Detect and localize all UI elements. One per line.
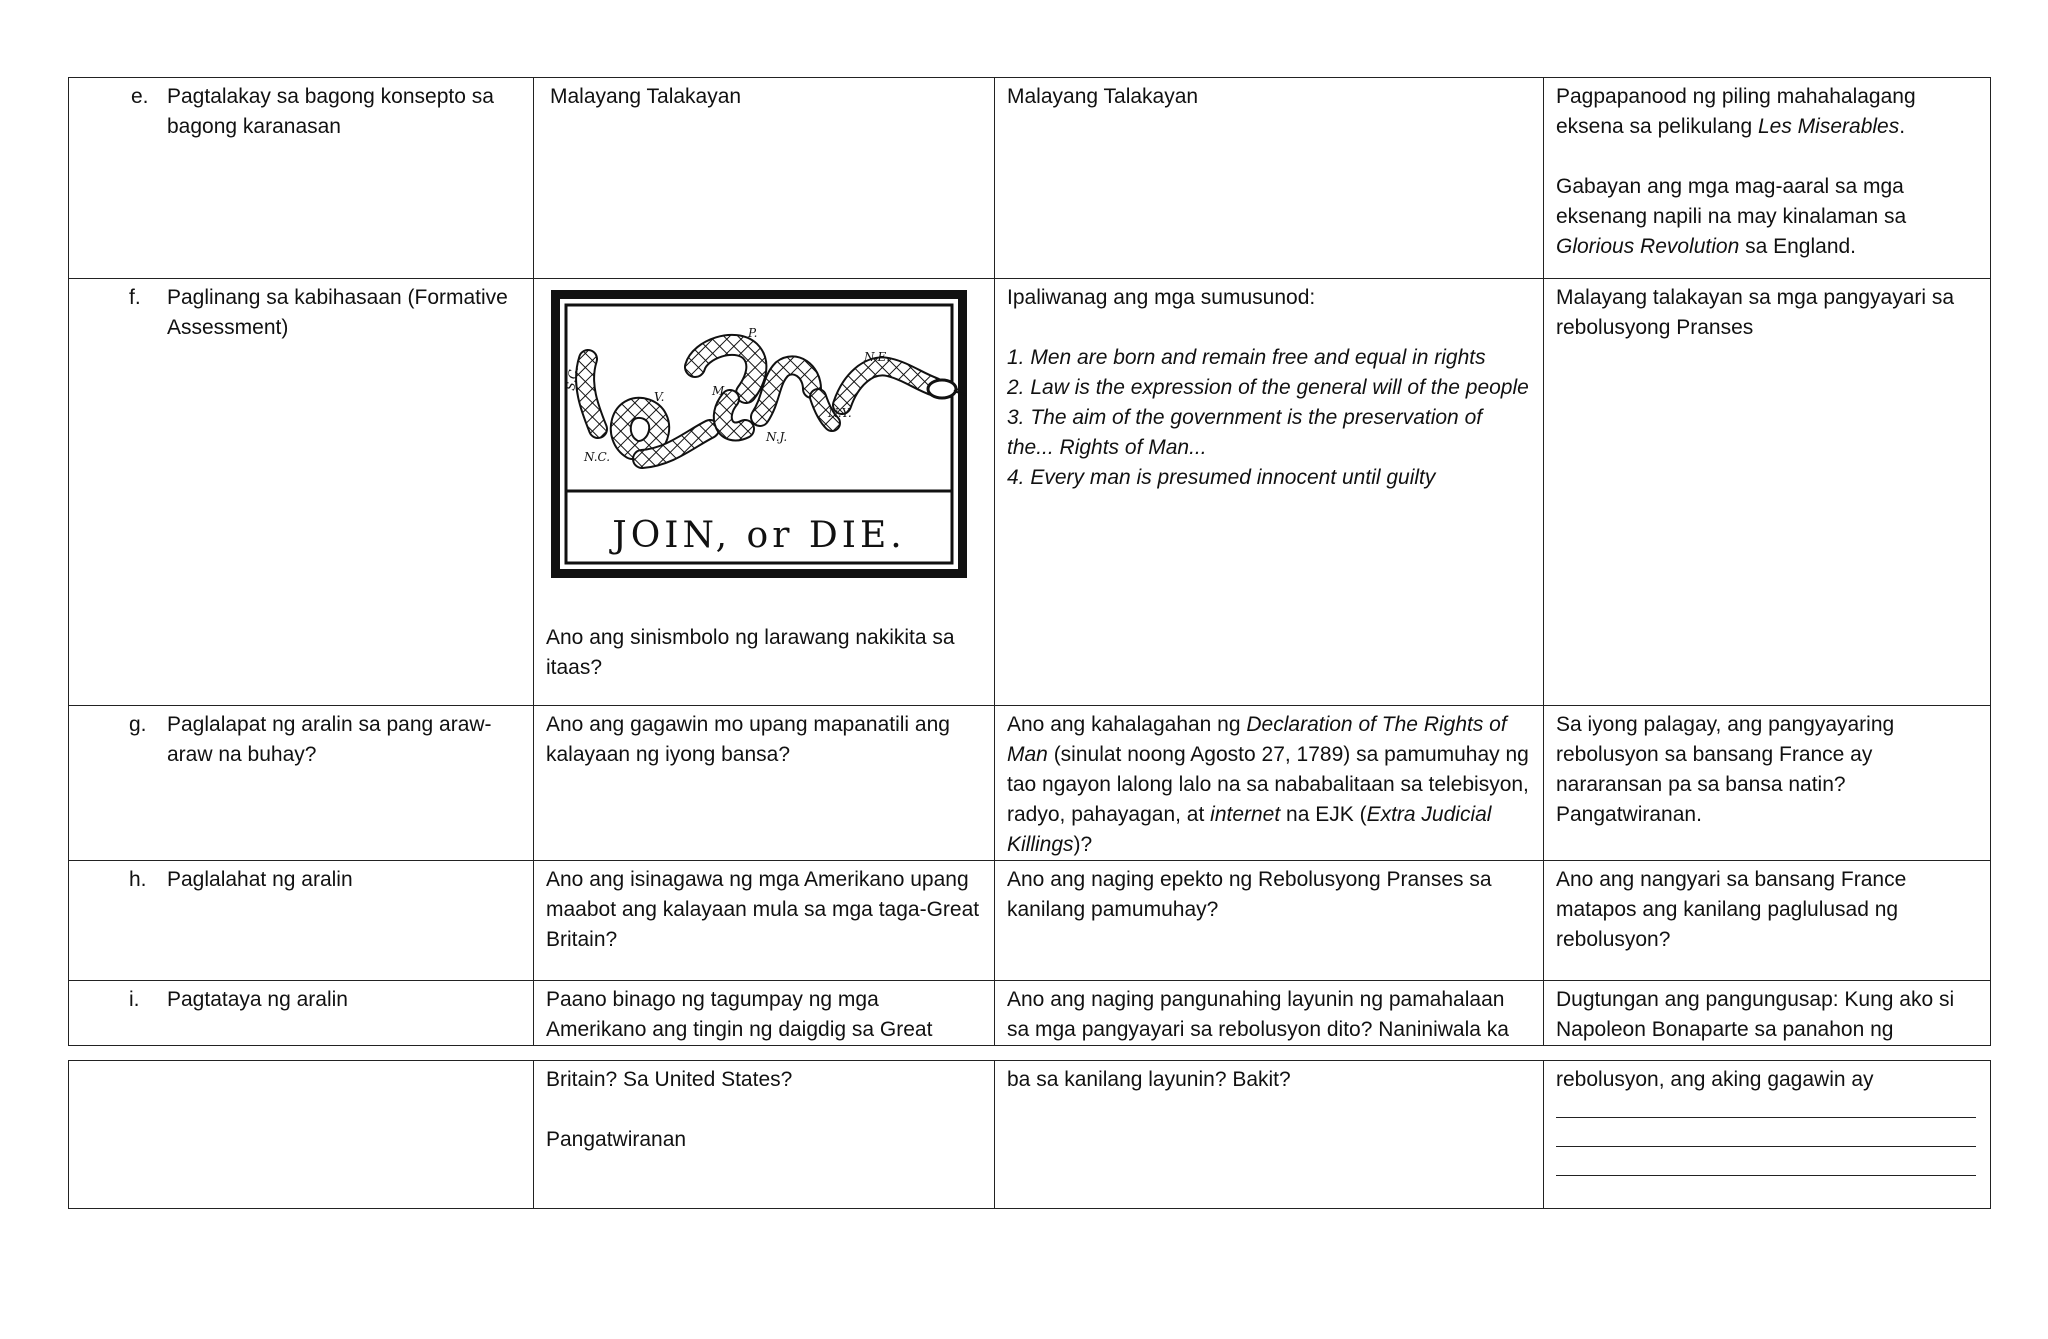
snake-label: N.E. <box>864 350 891 364</box>
answer-blank-line[interactable] <box>1556 1147 1976 1176</box>
list-item: 2. Law is the expression of the general will of the people <box>1007 376 1529 399</box>
join-or-die-image <box>550 289 968 579</box>
list-item: 1. Men are born and remain free and equal in rights <box>1007 346 1486 369</box>
row-e-col3 <box>995 78 1544 279</box>
continuation-col4 <box>1544 1061 1991 1209</box>
row-h-col3 <box>995 861 1544 981</box>
row-e-col2 <box>534 78 995 279</box>
snake-label: N.Y. <box>828 406 852 420</box>
row-e-col4 <box>1544 78 1991 279</box>
cell-text: Malayang Talakayan <box>1007 85 1199 108</box>
table-row-i <box>69 981 1991 1046</box>
list-item: 4. Every man is presumed innocent until guilty <box>1007 466 1436 489</box>
row-letter: h. <box>129 868 147 891</box>
answer-blank-line[interactable] <box>1556 1118 1976 1147</box>
row-g-col4 <box>1544 706 1991 861</box>
row-letter: i. <box>129 988 140 1011</box>
cell-text: Sa iyong palagay, ang pangyayaring rebolusyon sa bansang France ay nararansan pa sa bansa natin? Pangatwiranan. <box>1556 713 1895 826</box>
table-row-h <box>69 861 1991 981</box>
cell-text: Malayang talakayan sa mga pangyayari sa rebolusyong Pranses <box>1556 286 1955 339</box>
row-h-col4 <box>1544 861 1991 981</box>
snake-label: N.C. <box>584 450 611 464</box>
cell-text: Ano ang naging epekto ng Rebolusyong Pranses sa kanilang pamumuhay? <box>1007 868 1492 921</box>
table-row-g <box>69 706 1991 861</box>
row-letter: f. <box>129 286 141 309</box>
continuation-col3 <box>995 1061 1544 1209</box>
cell-text: Ano ang naging pangunahing layunin ng pamahalaan sa mga pangyayari sa rebolusyon dito? Naniniwala ka <box>1007 988 1509 1041</box>
cell-text: Pangatwiranan <box>546 1128 687 1151</box>
cell-text: Britain? Sa United States? <box>546 1068 793 1091</box>
image-question: Ano ang sinismbolo ng larawang nakikita sa itaas? <box>546 626 955 679</box>
row-h-col2 <box>534 861 995 981</box>
row-i-col4 <box>1544 981 1991 1046</box>
row-f-col2 <box>534 279 995 706</box>
row-h-label-cell <box>69 861 534 981</box>
cell-text: ba sa kanilang layunin? Bakit? <box>1007 1068 1291 1091</box>
row-g-col3 <box>995 706 1544 861</box>
row-i-col3 <box>995 981 1544 1046</box>
join-or-die-caption: JOIN, or DIE. <box>612 515 906 556</box>
row-label: Paglalahat ng aralin <box>167 868 353 891</box>
row-i-col2 <box>534 981 995 1046</box>
row-e-label-cell <box>69 78 534 279</box>
row-label: Paglinang sa kabihasaan (Formative Assessment) <box>167 286 508 339</box>
row-i-label-cell <box>69 981 534 1046</box>
row-label: Pagtataya ng aralin <box>167 988 348 1011</box>
table-row-e <box>69 78 1991 279</box>
snake-label: N.J. <box>766 430 788 444</box>
row-label: Paglalapat ng aralin sa pang araw-araw na buhay? <box>167 713 492 766</box>
row-letter: e. <box>131 85 149 108</box>
cell-text: Dugtungan ang pangungusap: Kung ako si Napoleon Bonaparte sa panahon ng <box>1556 988 1955 1041</box>
continuation-col2 <box>534 1061 995 1209</box>
row-g-label-cell <box>69 706 534 861</box>
list-item: 3. The aim of the government is the preservation of the... Rights of Man... <box>1007 406 1483 459</box>
lesson-plan-table <box>68 77 1991 1046</box>
answer-blank-line[interactable] <box>1556 1095 1976 1118</box>
snake-label: P. <box>748 326 758 340</box>
cell-text: Malayang Talakayan <box>550 85 742 108</box>
row-f-label-cell <box>69 279 534 706</box>
table-row-continuation <box>69 1061 1991 1209</box>
cell-text: rebolusyon, ang aking gagawin ay <box>1556 1068 1874 1091</box>
snake-label: S.C. <box>563 365 582 392</box>
cell-text: Ano ang gagawin mo upang mapanatili ang kalayaan ng iyong bansa? <box>546 713 950 766</box>
table-row-f <box>69 279 1991 706</box>
row-g-col2 <box>534 706 995 861</box>
cell-text: Ano ang nangyari sa bansang France matapos ang kanilang paglulusad ng rebolusyon? <box>1556 868 1907 951</box>
cell-text: Paano binago ng tagumpay ng mga Amerikano ang tingin ng daigdig sa Great <box>546 988 933 1041</box>
row-letter: g. <box>129 713 147 736</box>
snake-label: V. <box>654 390 665 404</box>
row-label: Pagtalakay sa bagong konsepto sa bagong karanasan <box>167 85 494 138</box>
continuation-table <box>68 1060 1991 1209</box>
continuation-label-cell <box>69 1061 534 1209</box>
cell-text: Ano ang kahalagahan ng Declaration of The Rights of Man (sinulat noong Agosto 27, 1789) sa pamumuhay ng tao ngayon lalong lalo na sa nababalitaan sa telebisyon, radyo, pahayagan, at internet na EJK (Extra Judicial Killings)? <box>1007 713 1529 856</box>
snake-label: M. <box>712 384 729 398</box>
cell-text: Ipaliwanag ang mga sumusunod: <box>1007 286 1316 309</box>
cell-paragraph: Gabayan ang mga mag-aaral sa mga eksenang napili na may kinalaman sa Glorious Revolution sa England. <box>1556 175 1907 258</box>
cell-paragraph: Pagpapanood ng piling mahahalagang eksena sa pelikulang Les Miserables. <box>1556 85 1916 138</box>
cell-text: Ano ang isinagawa ng mga Amerikano upang maabot ang kalayaan mula sa mga taga-Great Britain? <box>546 868 980 951</box>
row-f-col3 <box>995 279 1544 706</box>
row-f-col4 <box>1544 279 1991 706</box>
